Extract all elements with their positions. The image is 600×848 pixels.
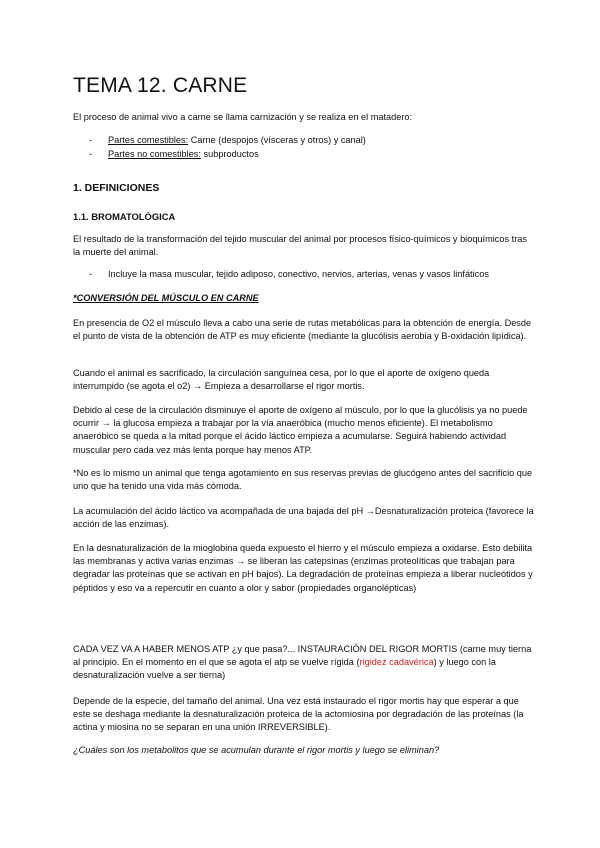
bullet-text: Incluye la masa muscular, tejido adiposo, conectivo, nervios, arterias, venas y vasos linfáticos — [108, 269, 489, 279]
paragraph-acido-lactico: La acumulación del ácido láctico va acompañada de una bajada del pH →Desnaturalización proteica (favorece la acción de las enzimas). — [73, 506, 534, 530]
bullet-text: Carne (despojos (vísceras y otros) y canal) — [188, 135, 366, 145]
bromatologica-paragraph: El resultado de la transformación del tejido muscular del animal por procesos físico-químicos y bioquímicos tras la muerte del animal. — [73, 234, 527, 258]
page-title: TEMA 12. CARNE — [73, 74, 248, 97]
paragraph-rigor-mortis: CADA VEZ VA A HABER MENOS ATP ¿y que pasa?... INSTAURACIÓN DEL RIGOR MORTIS (carne muy tierna al principio. En el momento en el que se agota el atp se vuelve rígida (rigidez cadavérica) y luego con la desnaturalización vuelve a ser tierna) — [73, 644, 532, 681]
section-heading-bromatologica: 1.1. BROMATOLÓGICA — [73, 211, 176, 222]
bullet-dash: - — [89, 269, 93, 279]
intro-paragraph: El proceso de animal vivo a carne se llama carnización y se realiza en el matadero: — [73, 112, 413, 122]
paragraph-presencia-o2: En presencia de O2 el músculo lleva a cabo una serie de rutas metabólicas para la obtención de energía. Desde el punto de vista de la obtención de ATP es muy eficiente (mediante la glucólisis aerobia y B-oxidación lipídica). — [73, 318, 532, 342]
bullet-label: Partes no comestibles: — [108, 149, 201, 159]
question-metabolitos: ¿Cuáles son los metabolitos que se acumulan durante el rigor mortis y luego se eliminan? — [73, 745, 440, 755]
paragraph-mioglobina: En la desnaturalización de la mioglobina queda expuesto el hierro y el músculo empieza a oxidarse. Esto debilita las membranas y activa varias enzimas → se liberan las catepsinas (enzimas proteolíticas que trabajan para degradar las proteínas que se activan en pH bajos). La degradación de proteínas empieza a liberar nucleótidos y péptidos y eso va a repercutir en cuanto a olor y sabor (propiedades organolépticas) — [73, 543, 533, 593]
paragraph-agotamiento: *No es lo mismo un animal que tenga agotamiento en sus reservas previas de glucógeno antes del sacrificio que uno que ha tenido una vida más cómoda. — [73, 468, 533, 492]
paragraph-sacrificio: Cuando el animal es sacrificado, la circulación sanguínea cesa, por lo que el aporte de oxígeno queda interrumpido (se agota el o2) → Empieza a desarrollarse el rigor mortis. — [73, 368, 490, 392]
section-heading-definiciones: 1. DEFINICIONES — [73, 182, 160, 194]
paragraph-cese-circulacion: Debido al cese de la circulación disminuye el aporte de oxígeno al músculo, por lo que la glucólisis ya no puede ocurrir → la glucosa empieza a trabajar por la vía anaeróbica (mucho menos eficiente). El metabolismo anaeróbico se queda a la mitad porque el ácido láctico empieza a acumularse. Seguirá habiendo actividad muscular pero cada vez más lenta porque hay menos ATP. — [73, 405, 528, 455]
bullet-label: Partes comestibles: — [108, 135, 189, 145]
bullet-dash: - — [89, 135, 93, 145]
rigidez-cadaverica-highlight: rigidez cadavérica — [359, 657, 434, 668]
bullet-dash: - — [89, 149, 93, 159]
conversion-heading: *CONVERSIÓN DEL MÚSCULO EN CARNE — [73, 293, 259, 303]
paragraph-especie: Depende de la especie, del tamaño del animal. Una vez está instaurado el rigor mortis hay que esperar a que este se deshaga mediante la desnaturalización proteica de la actomiosina por degradación de las proteínas (la actina y miosina no se separan en una unión IRREVERSIBLE). — [73, 696, 524, 733]
bullet-text: subproductos — [200, 149, 259, 159]
